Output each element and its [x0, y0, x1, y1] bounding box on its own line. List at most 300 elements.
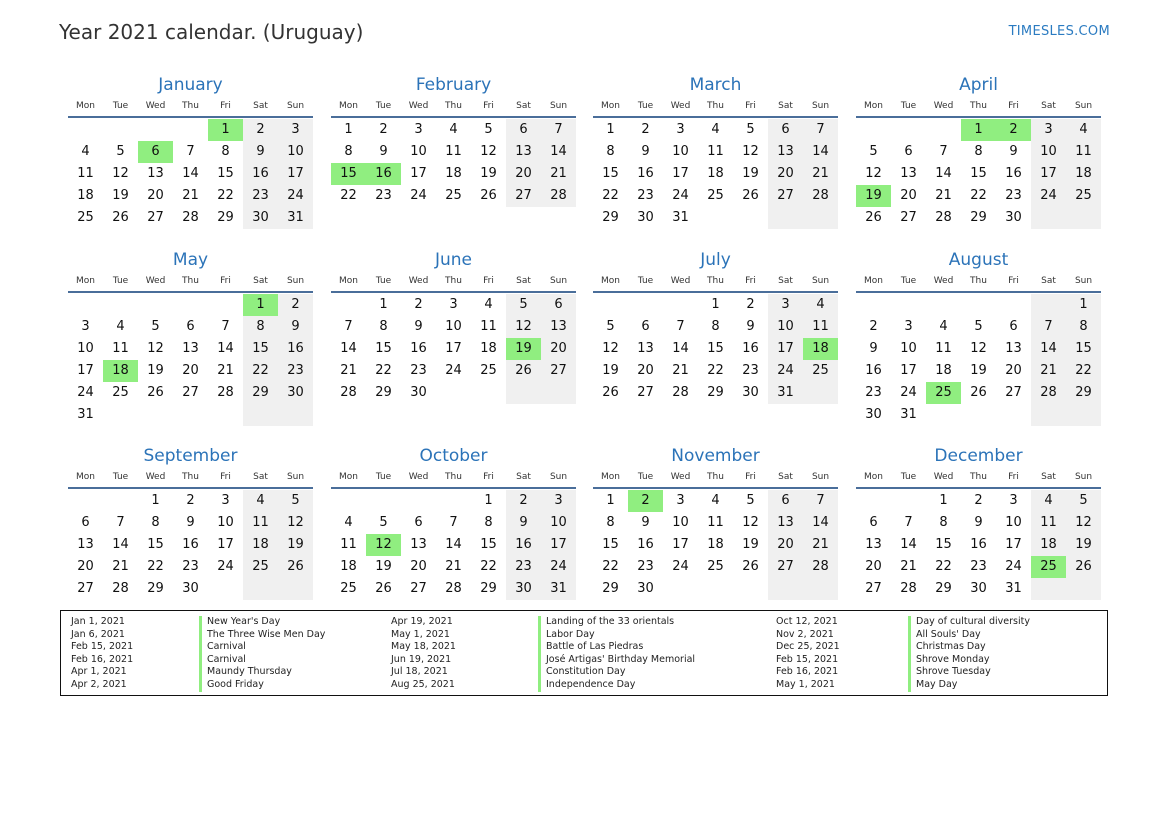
day-cell: 12 — [366, 534, 401, 556]
weekday-header — [331, 96, 576, 118]
empty-cell — [138, 294, 173, 316]
day-cell: 15 — [147, 537, 164, 552]
empty-cell — [1031, 294, 1066, 316]
day-cell: 22 — [243, 360, 278, 382]
day-cell: 13 — [506, 141, 541, 163]
day-cell: 14 — [1031, 338, 1066, 360]
holiday-name: Carnival — [199, 654, 325, 667]
holiday-name: The Three Wise Men Day — [199, 629, 325, 642]
day-cell: 7 — [939, 144, 948, 159]
weekday-label: Tue — [637, 276, 654, 286]
day-cell: 16 — [278, 338, 313, 360]
day-cell: 20 — [410, 559, 427, 574]
weekday-header — [856, 96, 1101, 118]
month-september — [68, 445, 313, 600]
day-cell: 10 — [768, 316, 803, 338]
weekday-label: Mon — [339, 276, 358, 286]
empty-cell — [856, 119, 891, 141]
day-cell: 5 — [606, 319, 615, 334]
weekday-label: Thu — [445, 472, 462, 482]
weekday-label: Mon — [601, 472, 620, 482]
day-cell: 17 — [672, 537, 689, 552]
empty-cell — [733, 578, 768, 600]
day-cell: 23 — [637, 559, 654, 574]
day-cell: 6 — [1009, 319, 1018, 334]
day-cell: 27 — [1005, 385, 1022, 400]
holiday-date: Feb 15, 2021 — [71, 641, 134, 653]
day-cell: 1 — [151, 493, 160, 508]
day-cell: 25 — [1066, 185, 1101, 207]
day-cell: 24 — [672, 559, 689, 574]
empty-cell — [68, 490, 103, 512]
empty-cell — [768, 578, 803, 600]
day-cell: 9 — [1009, 144, 1018, 159]
month-title: May — [172, 250, 209, 270]
holiday-names-column — [908, 616, 1030, 692]
day-cell: 10 — [1005, 515, 1022, 530]
day-cell: 7 — [904, 515, 913, 530]
day-cell: 5 — [484, 122, 493, 137]
day-cell: 15 — [1066, 338, 1101, 360]
day-cell: 7 — [1031, 316, 1066, 338]
weekday-label: Fri — [483, 276, 494, 286]
day-cell: 8 — [1066, 316, 1101, 338]
day-cell: 7 — [803, 119, 838, 141]
day-cell: 8 — [243, 316, 278, 338]
weekday-label: Sat — [778, 276, 793, 286]
month-title: December — [934, 446, 1023, 466]
day-cell: 9 — [641, 144, 650, 159]
weekday-label: Thu — [707, 472, 724, 482]
day-cell: 26 — [375, 581, 392, 596]
day-cell: 6 — [541, 294, 576, 316]
empty-cell — [663, 578, 698, 600]
day-cell: 2 — [379, 122, 388, 137]
holiday-name: May Day — [908, 679, 1030, 692]
day-cell: 28 — [803, 185, 838, 207]
day-cell: 13 — [410, 537, 427, 552]
day-cell: 18 — [480, 341, 497, 356]
day-cell: 21 — [672, 363, 689, 378]
day-cell: 22 — [480, 559, 497, 574]
day-cell: 9 — [414, 319, 423, 334]
day-cell: 26 — [1066, 556, 1101, 578]
day-cell: 4 — [81, 144, 90, 159]
day-cell: 18 — [803, 338, 838, 360]
empty-cell — [996, 294, 1031, 316]
day-cell: 7 — [803, 490, 838, 512]
day-cell: 4 — [711, 122, 720, 137]
day-grid — [856, 490, 1101, 600]
holiday-date: Feb 15, 2021 — [776, 653, 839, 665]
holiday-date: Apr 19, 2021 — [391, 616, 453, 627]
weekday-label: Fri — [220, 101, 231, 111]
month-january — [68, 74, 313, 229]
day-cell: 3 — [676, 122, 685, 137]
day-cell: 16 — [506, 534, 541, 556]
empty-cell — [208, 578, 243, 600]
day-cell: 22 — [375, 363, 392, 378]
day-cell: 5 — [869, 144, 878, 159]
day-cell: 21 — [803, 534, 838, 556]
day-cell: 25 — [243, 556, 278, 578]
empty-cell — [961, 294, 996, 316]
day-cell: 1 — [711, 297, 720, 312]
day-cell: 11 — [1066, 141, 1101, 163]
weekday-label: Tue — [900, 101, 917, 111]
weekday-header — [68, 271, 313, 293]
day-cell: 11 — [445, 144, 462, 159]
day-cell: 14 — [217, 341, 234, 356]
day-cell: 3 — [414, 122, 423, 137]
empty-cell — [733, 207, 768, 229]
day-cell: 21 — [803, 163, 838, 185]
empty-cell — [436, 490, 471, 512]
day-cell: 21 — [182, 188, 199, 203]
day-cell: 16 — [970, 537, 987, 552]
weekday-label: Wed — [670, 101, 691, 111]
day-cell: 29 — [1066, 382, 1101, 404]
weekday-header — [856, 467, 1101, 489]
day-cell: 14 — [541, 141, 576, 163]
day-cell: 9 — [278, 316, 313, 338]
month-title: April — [959, 75, 998, 95]
holiday-name: Labor Day — [538, 629, 695, 642]
day-cell: 18 — [77, 188, 94, 203]
weekday-label: Thu — [445, 276, 462, 286]
day-cell: 22 — [602, 188, 619, 203]
empty-cell — [926, 294, 961, 316]
day-cell: 4 — [711, 493, 720, 508]
day-cell: 26 — [506, 360, 541, 382]
day-cell: 13 — [77, 537, 94, 552]
empty-cell — [856, 490, 891, 512]
day-cell: 2 — [974, 493, 983, 508]
holiday-names-column — [199, 616, 325, 692]
day-cell: 17 — [445, 341, 462, 356]
day-cell: 28 — [112, 581, 129, 596]
empty-cell — [891, 490, 926, 512]
day-cell: 24 — [1005, 559, 1022, 574]
day-cell: 21 — [112, 559, 129, 574]
site-link[interactable]: TIMESLES.COM — [1008, 24, 1110, 39]
day-cell: 6 — [186, 319, 195, 334]
day-cell: 23 — [970, 559, 987, 574]
empty-cell — [856, 294, 891, 316]
day-cell: 23 — [865, 385, 882, 400]
day-cell: 27 — [506, 185, 541, 207]
weekday-label: Sat — [778, 472, 793, 482]
weekday-label: Sat — [253, 276, 268, 286]
day-cell: 4 — [243, 490, 278, 512]
day-cell: 31 — [278, 207, 313, 229]
day-cell: 26 — [147, 385, 164, 400]
day-cell: 26 — [742, 188, 759, 203]
weekday-label: Thu — [182, 472, 199, 482]
month-february — [331, 74, 576, 207]
weekday-label: Sun — [811, 276, 830, 286]
day-cell: 16 — [742, 341, 759, 356]
day-cell: 24 — [1031, 185, 1066, 207]
day-cell: 30 — [637, 210, 654, 225]
empty-cell — [1031, 404, 1066, 426]
day-cell: 4 — [803, 294, 838, 316]
day-cell: 28 — [541, 185, 576, 207]
weekday-label: Thu — [445, 101, 462, 111]
day-cell: 1 — [484, 493, 493, 508]
weekday-label: Wed — [145, 472, 166, 482]
day-cell: 20 — [637, 363, 654, 378]
day-cell: 28 — [217, 385, 234, 400]
empty-cell — [173, 119, 208, 141]
day-cell: 17 — [77, 363, 94, 378]
day-cell: 21 — [217, 363, 234, 378]
weekday-label: Sat — [516, 101, 531, 111]
day-cell: 4 — [1066, 119, 1101, 141]
day-cell: 15 — [935, 537, 952, 552]
day-cell: 27 — [768, 185, 803, 207]
day-cell: 31 — [541, 578, 576, 600]
day-cell: 10 — [672, 144, 689, 159]
day-cell: 15 — [375, 341, 392, 356]
day-cell: 3 — [1031, 119, 1066, 141]
day-cell: 6 — [904, 144, 913, 159]
empty-cell — [208, 404, 243, 426]
weekday-label: Sun — [286, 276, 305, 286]
day-cell: 6 — [81, 515, 90, 530]
day-cell: 19 — [506, 338, 541, 360]
page-title: Year 2021 calendar. (Uruguay) — [59, 20, 364, 44]
empty-cell — [593, 294, 628, 316]
day-cell: 1 — [606, 493, 615, 508]
day-cell: 5 — [746, 493, 755, 508]
day-cell: 14 — [112, 537, 129, 552]
weekday-label: Mon — [864, 472, 883, 482]
day-cell: 21 — [445, 559, 462, 574]
day-cell: 2 — [506, 490, 541, 512]
day-cell: 23 — [278, 360, 313, 382]
day-cell: 14 — [803, 512, 838, 534]
day-cell: 8 — [344, 144, 353, 159]
day-cell: 4 — [449, 122, 458, 137]
weekday-label: Sun — [811, 101, 830, 111]
weekday-label: Mon — [601, 101, 620, 111]
weekday-label: Sat — [1041, 472, 1056, 482]
day-cell: 24 — [410, 188, 427, 203]
day-cell: 6 — [641, 319, 650, 334]
day-cell: 5 — [278, 490, 313, 512]
holiday-date: Nov 2, 2021 — [776, 628, 834, 640]
holiday-date: Feb 16, 2021 — [71, 653, 134, 665]
weekday-label: Tue — [900, 472, 917, 482]
empty-cell — [366, 490, 401, 512]
day-cell: 13 — [1005, 341, 1022, 356]
holiday-name: José Artigas' Birthday Memorial — [538, 654, 695, 667]
month-title: July — [700, 250, 731, 270]
weekday-label: Wed — [145, 276, 166, 286]
day-cell: 5 — [1066, 490, 1101, 512]
day-cell: 21 — [340, 363, 357, 378]
day-cell: 13 — [182, 341, 199, 356]
day-cell: 14 — [445, 537, 462, 552]
holiday-date: Jan 1, 2021 — [71, 616, 125, 627]
day-cell: 17 — [541, 534, 576, 556]
day-cell: 30 — [182, 581, 199, 596]
weekday-label: Wed — [933, 276, 954, 286]
day-grid — [331, 119, 576, 207]
day-cell: 28 — [445, 581, 462, 596]
day-cell: 17 — [900, 363, 917, 378]
weekday-label: Fri — [745, 276, 756, 286]
day-cell: 24 — [77, 385, 94, 400]
day-cell: 12 — [602, 341, 619, 356]
day-cell: 10 — [445, 319, 462, 334]
weekday-label: Wed — [670, 472, 691, 482]
day-cell: 16 — [243, 163, 278, 185]
day-cell: 16 — [366, 163, 401, 185]
day-cell: 23 — [182, 559, 199, 574]
weekday-label: Mon — [601, 276, 620, 286]
day-cell: 26 — [602, 385, 619, 400]
weekday-label: Fri — [483, 101, 494, 111]
day-cell: 9 — [974, 515, 983, 530]
holiday-date: May 1, 2021 — [776, 678, 835, 690]
day-cell: 6 — [506, 119, 541, 141]
day-cell: 6 — [138, 141, 173, 163]
day-cell: 20 — [541, 338, 576, 360]
month-title: October — [419, 446, 488, 466]
day-cell: 20 — [506, 163, 541, 185]
day-cell: 3 — [221, 493, 230, 508]
day-cell: 30 — [742, 385, 759, 400]
holiday-dates-column — [71, 616, 133, 692]
day-cell: 22 — [147, 559, 164, 574]
empty-cell — [243, 404, 278, 426]
weekday-label: Sun — [549, 472, 568, 482]
day-cell: 23 — [243, 185, 278, 207]
day-cell: 11 — [112, 341, 129, 356]
holiday-date: Jul 18, 2021 — [391, 666, 448, 678]
day-cell: 16 — [182, 537, 199, 552]
day-cell: 2 — [243, 119, 278, 141]
day-cell: 17 — [672, 166, 689, 181]
weekday-label: Thu — [707, 276, 724, 286]
day-cell: 2 — [641, 122, 650, 137]
day-cell: 26 — [742, 559, 759, 574]
day-cell: 24 — [900, 385, 917, 400]
holiday-dates-column — [776, 616, 840, 692]
day-cell: 31 — [900, 407, 917, 422]
empty-cell — [243, 578, 278, 600]
day-cell: 9 — [641, 515, 650, 530]
day-cell: 7 — [541, 119, 576, 141]
holiday-date: Apr 1, 2021 — [71, 666, 127, 678]
holiday-date: Apr 2, 2021 — [71, 678, 127, 690]
empty-cell — [891, 119, 926, 141]
month-april — [856, 74, 1101, 229]
day-cell: 11 — [707, 515, 724, 530]
weekday-label: Tue — [637, 101, 654, 111]
day-cell: 15 — [602, 166, 619, 181]
day-cell: 11 — [707, 144, 724, 159]
day-cell: 18 — [1066, 163, 1101, 185]
day-cell: 20 — [1005, 363, 1022, 378]
day-cell: 31 — [77, 407, 94, 422]
day-cell: 6 — [768, 490, 803, 512]
weekday-label: Wed — [408, 276, 429, 286]
day-cell: 3 — [278, 119, 313, 141]
weekday-label: Fri — [1008, 276, 1019, 286]
empty-cell — [278, 404, 313, 426]
empty-cell — [698, 207, 733, 229]
month-october — [331, 445, 576, 600]
day-cell: 3 — [541, 490, 576, 512]
weekday-label: Sun — [811, 472, 830, 482]
day-cell: 11 — [935, 341, 952, 356]
weekday-label: Sat — [778, 101, 793, 111]
day-cell: 27 — [768, 556, 803, 578]
day-cell: 27 — [147, 210, 164, 225]
weekday-label: Thu — [182, 276, 199, 286]
day-cell: 11 — [340, 537, 357, 552]
day-cell: 29 — [602, 210, 619, 225]
day-cell: 16 — [410, 341, 427, 356]
weekday-label: Fri — [745, 101, 756, 111]
day-cell: 13 — [147, 166, 164, 181]
day-cell: 25 — [445, 188, 462, 203]
holiday-name: Shrove Monday — [908, 654, 1030, 667]
day-cell: 8 — [379, 319, 388, 334]
day-cell: 26 — [865, 210, 882, 225]
day-cell: 17 — [217, 537, 234, 552]
day-cell: 26 — [970, 385, 987, 400]
day-cell: 27 — [637, 385, 654, 400]
holiday-name: Independence Day — [538, 679, 695, 692]
day-grid — [68, 294, 313, 426]
day-cell: 12 — [742, 144, 759, 159]
day-cell: 20 — [147, 188, 164, 203]
holiday-name: Landing of the 33 orientals — [538, 616, 695, 629]
holiday-dates-column — [391, 616, 456, 692]
day-cell: 10 — [77, 341, 94, 356]
day-cell: 14 — [340, 341, 357, 356]
day-grid — [331, 490, 576, 600]
day-cell: 2 — [869, 319, 878, 334]
day-cell: 30 — [1005, 210, 1022, 225]
day-cell: 19 — [856, 185, 891, 207]
day-cell: 19 — [375, 559, 392, 574]
holiday-name: Good Friday — [199, 679, 325, 692]
day-cell: 15 — [331, 163, 366, 185]
day-cell: 23 — [410, 363, 427, 378]
day-cell: 23 — [506, 556, 541, 578]
day-cell: 11 — [243, 512, 278, 534]
day-cell: 18 — [445, 166, 462, 181]
empty-cell — [208, 294, 243, 316]
day-cell: 24 — [541, 556, 576, 578]
day-cell: 28 — [803, 556, 838, 578]
empty-cell — [103, 404, 138, 426]
day-cell: 12 — [147, 341, 164, 356]
day-cell: 8 — [711, 319, 720, 334]
day-cell: 24 — [768, 360, 803, 382]
day-cell: 7 — [449, 515, 458, 530]
day-cell: 27 — [900, 210, 917, 225]
day-grid — [856, 294, 1101, 426]
day-cell: 17 — [410, 166, 427, 181]
weekday-label: Wed — [670, 276, 691, 286]
day-cell: 28 — [935, 210, 952, 225]
